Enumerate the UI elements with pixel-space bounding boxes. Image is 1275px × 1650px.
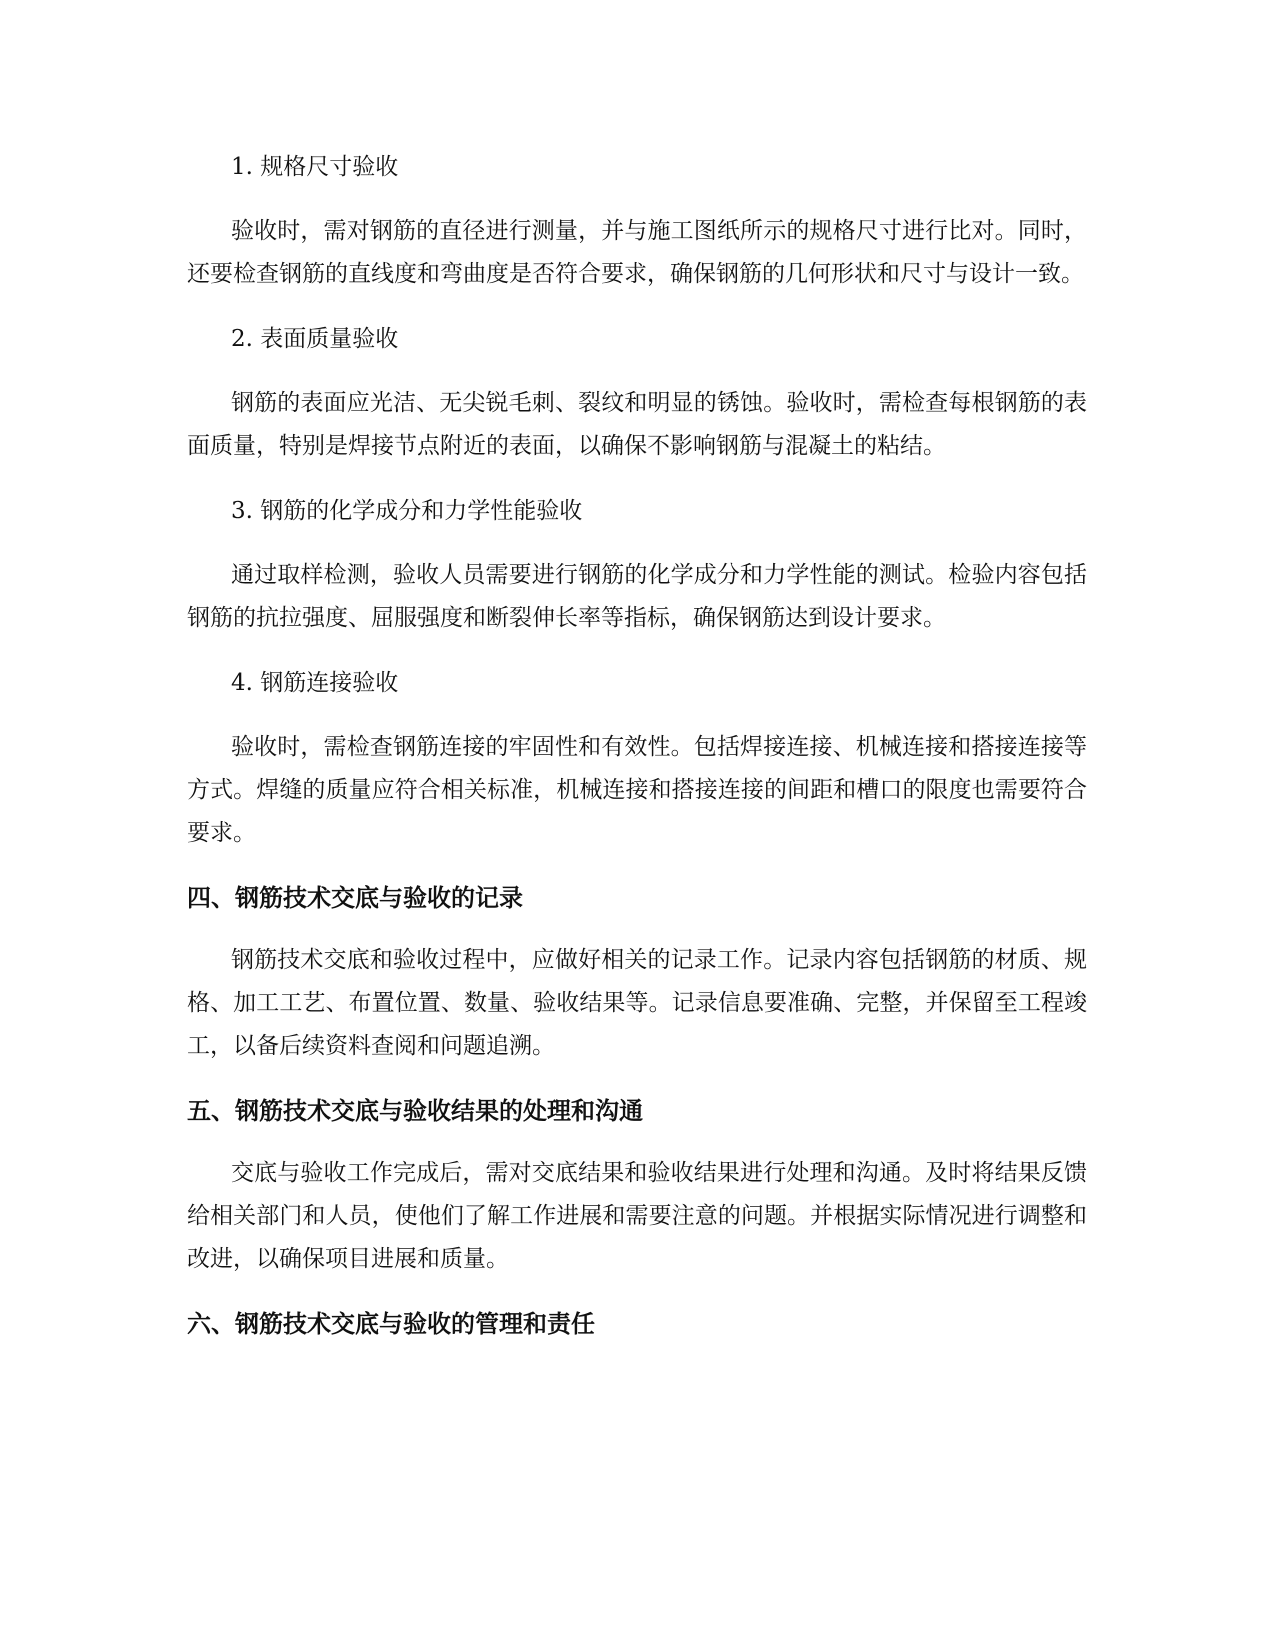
section-heading-results-communication: 五、钢筋技术交底与验收结果的处理和沟通 <box>187 1097 643 1125</box>
subsection-title-surface-quality: 2. 表面质量验收 <box>231 326 399 352</box>
paragraph-size-acceptance: 验收时，需对钢筋的直径进行测量，并与施工图纸所示的规格尺寸进行比对。同时，还要检查钢筋的直线度和弯曲度是否符合要求，确保钢筋的几何形状和尺寸与设计一致。 <box>187 218 1087 287</box>
subsection-title-connection: 4. 钢筋连接验收 <box>231 670 399 696</box>
paragraph-records: 钢筋技术交底和验收过程中，应做好相关的记录工作。记录内容包括钢筋的材质、规格、加工工艺、布置位置、数量、验收结果等。记录信息要准确、完整，并保留至工程竣工，以备后续资料查阅和问题追溯。 <box>187 947 1087 1059</box>
subsection-title-size-acceptance: 1. 规格尺寸验收 <box>231 154 399 180</box>
document-body <box>187 145 1087 1365</box>
paragraph-chemical-mechanical: 通过取样检测，验收人员需要进行钢筋的化学成分和力学性能的测试。检验内容包括钢筋的抗拉强度、屈服强度和断裂伸长率等指标，确保钢筋达到设计要求。 <box>187 562 1087 631</box>
paragraph-connection: 验收时，需检查钢筋连接的牢固性和有效性。包括焊接连接、机械连接和搭接连接等方式。焊缝的质量应符合相关标准，机械连接和搭接连接的间距和槽口的限度也需要符合要求。 <box>187 734 1087 846</box>
subsection-title-chemical-mechanical: 3. 钢筋的化学成分和力学性能验收 <box>231 498 583 524</box>
paragraph-surface-quality: 钢筋的表面应光洁、无尖锐毛刺、裂纹和明显的锈蚀。验收时，需检查每根钢筋的表面质量，特别是焊接节点附近的表面，以确保不影响钢筋与混凝土的粘结。 <box>187 390 1087 459</box>
section-heading-management-responsibility: 六、钢筋技术交底与验收的管理和责任 <box>187 1310 595 1338</box>
paragraph-results-communication: 交底与验收工作完成后，需对交底结果和验收结果进行处理和沟通。及时将结果反馈给相关部门和人员，使他们了解工作进展和需要注意的问题。并根据实际情况进行调整和改进，以确保项目进展和质量。 <box>187 1160 1087 1272</box>
section-heading-records: 四、钢筋技术交底与验收的记录 <box>187 884 523 912</box>
